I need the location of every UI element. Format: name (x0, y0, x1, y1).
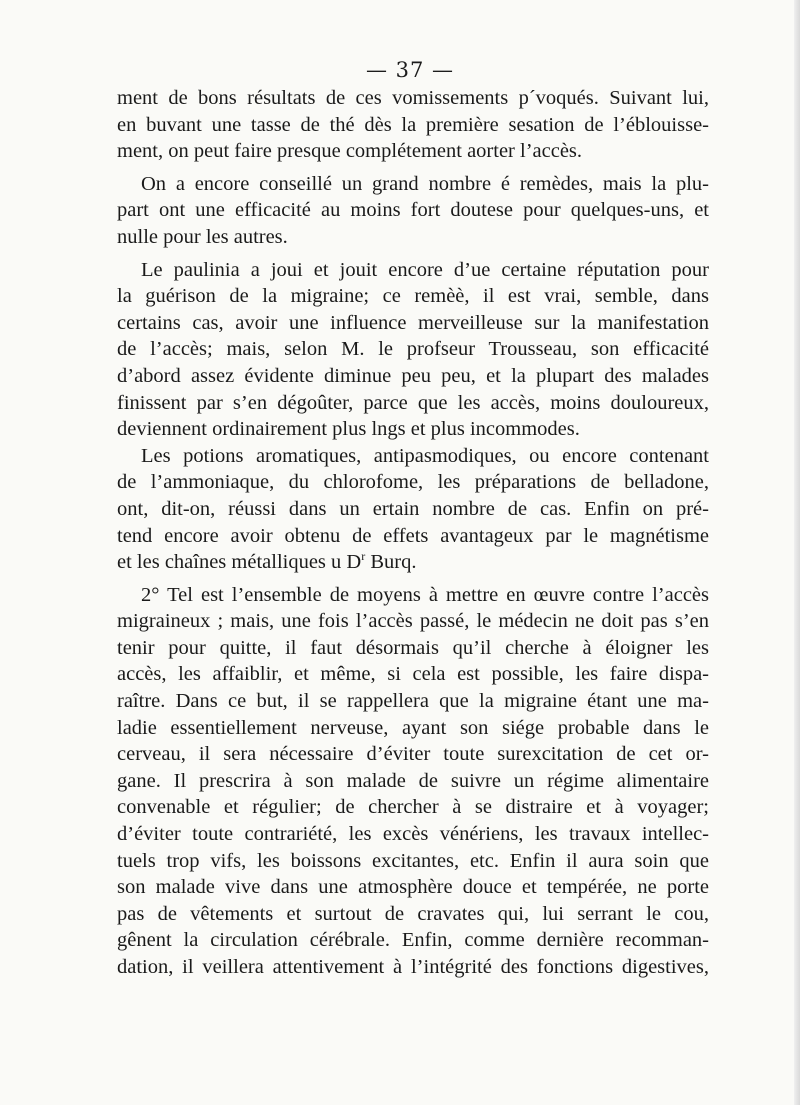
text-line: tenir pour quitte, il faut désormais qu’il cherche à éloigner les (117, 636, 709, 659)
paragraph-start-line: Le paulinia a joui et jouit encore d’ue certaine réputation pour (141, 258, 709, 281)
text-line: ladie essentiellement nerveuse, ayant son siége probable dans le (117, 716, 709, 739)
scan-edge-shadow (794, 0, 800, 1105)
text-line: accès, les affaiblir, et même, si cela est possible, les faire dispa- (117, 663, 709, 686)
text-line: la guérison de la migraine; ce remèè, il est vrai, semble, dans (117, 285, 709, 308)
page-number: — 37 — (365, 58, 455, 82)
paragraph-start-line: On a encore conseillé un grand nombre é remèdes, mais la plu- (141, 172, 709, 195)
text-line: pas de vêtements et surtout de cravates qui, lui serrant le cou, (117, 902, 709, 925)
text-line: tuels trop vifs, les boissons excitantes, etc. Enfin il aura soin que (117, 849, 709, 872)
text-line: deviennent ordinairement plus lngs et plus incommodes. (117, 418, 580, 441)
text-line: cerveau, il sera nécessaire d’éviter toute surexcitation de cet or- (117, 743, 709, 766)
text-line: convenable et régulier; de chercher à se distraire et à voyager; (117, 796, 709, 819)
text-line: de l’ammoniaque, du chlorofome, les préparations de belladone, (117, 471, 709, 494)
text-line: d’éviter toute contrariété, les excès vénériens, les travaux intellec- (117, 823, 709, 846)
text-line: son malade vive dans une atmosphère douce et tempérée, ne porte (117, 876, 709, 899)
paragraph-start-line: Les potions aromatiques, antipasmodiques, ou encore contenant (141, 444, 709, 467)
text-fragment: et les chaînes métalliques u D (117, 551, 362, 574)
text-line: finissent par s’en dégoûter, parce que les accès, moins douloureux, (117, 391, 709, 414)
text-line: ment de bons résultats de ces vomissements p´voqués. Suivant lui, (117, 87, 709, 109)
text-line: migraineux ; mais, une fois l’accès passé, le médecin ne doit pas s’en (117, 610, 709, 633)
body-text (117, 85, 709, 981)
text-line: en buvant une tasse de thé dès la première sesation de l’éblouisse- (117, 113, 709, 136)
paragraph-start-line: 2° Tel est l’ensemble de moyens à mettre en œuvre contre l’accès (141, 583, 709, 606)
text-line: dation, il veillera attentivement à l’intégrité des fonctions digestives, (117, 956, 709, 978)
text-fragment: Burq. (365, 551, 417, 574)
text-line: gênent la circulation cérébrale. Enfin, comme dernière recomman- (117, 929, 709, 952)
text-line: ont, dit-on, réussi dans un ertain nombre de cas. Enfin on pré- (117, 497, 709, 520)
text-line: ment, on peut faire presque complétement aorter l’accès. (117, 140, 583, 163)
text-line: raître. Dans ce but, il se rappellera que la migraine étant une ma- (117, 690, 709, 713)
text-line-burq (117, 549, 709, 576)
superscript: r (361, 549, 366, 564)
text-line: gane. Il prescrira à son malade de suivre un régime alimentaire (117, 769, 709, 792)
text-line: de l’accès; mais, selon M. le profseur Trousseau, son efficacité (117, 338, 709, 361)
text-line: d’abord assez évidente diminue peu peu, et la plupart des malades (117, 364, 709, 387)
text-line: nulle pour les autres. (117, 225, 288, 248)
text-line: tend encore avoir obtenu de effets avantageux par le magnétisme (117, 524, 709, 547)
text-line: certains cas, avoir une influence merveilleuse sur la manifestation (117, 311, 709, 334)
text-line: part ont une efficacité au moins fort doutese pour quelques-uns, et (117, 199, 709, 222)
